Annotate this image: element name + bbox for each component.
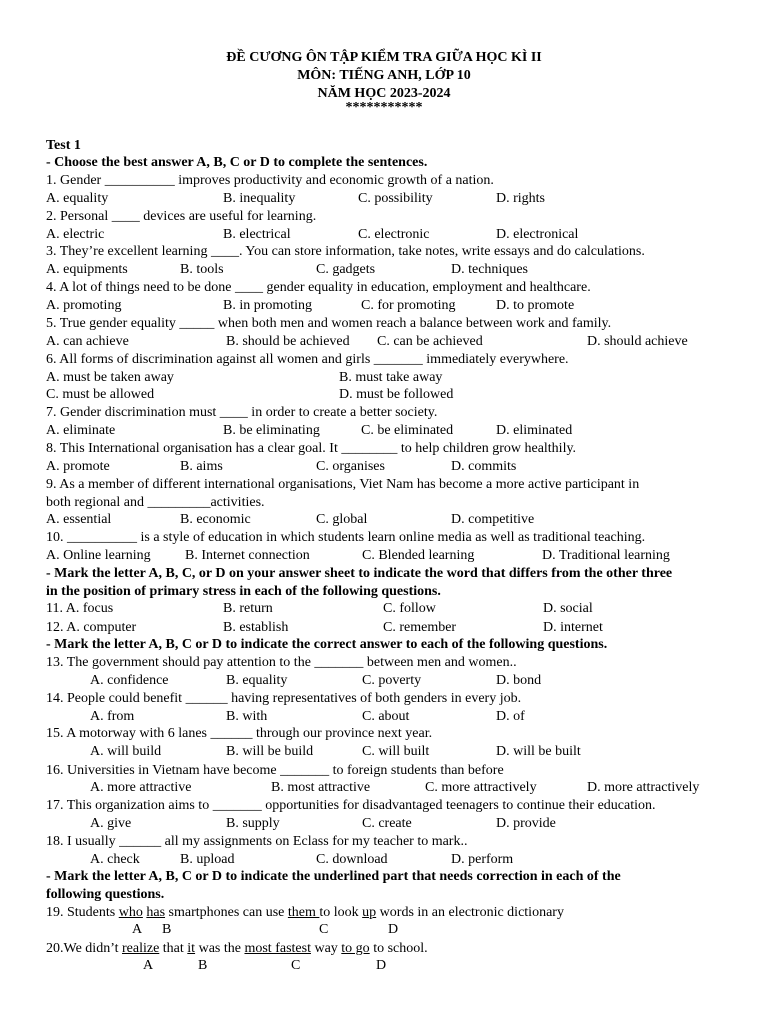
q20-underline-a: realize — [122, 941, 160, 956]
q20-letter-a: A — [143, 958, 154, 973]
question-18: 18. I usually ______ all my assignments on Eclass for my teacher to mark.. — [46, 834, 468, 849]
option-1b: B. inequality — [223, 191, 296, 206]
option-9c: C. global — [316, 512, 368, 527]
q19-underline-b: has — [146, 905, 166, 920]
option-11d: D. social — [543, 601, 593, 616]
question-15: 15. A motorway with 6 lanes ______ through our province next year. — [46, 726, 433, 741]
q19-underline-d: up — [362, 905, 377, 920]
option-4a: A. promoting — [46, 298, 122, 313]
option-9d: D. competitive — [451, 512, 535, 527]
option-6a: A. must be taken away — [46, 370, 174, 385]
option-17a: A. give — [90, 816, 132, 831]
option-14b: B. with — [226, 709, 268, 724]
question-20 — [46, 940, 428, 958]
question-2: 2. Personal ____ devices are useful for learning. — [46, 209, 317, 224]
option-2a: A. electric — [46, 227, 105, 242]
question-13: 13. The government should pay attention to the _______ between men and women.. — [46, 655, 517, 670]
question-7: 7. Gender discrimination must ____ in order to create a better society. — [46, 405, 438, 420]
option-4c: C. for promoting — [361, 298, 456, 313]
q19-text-4: to look — [319, 905, 363, 920]
q19-text-5: words in an electronic dictionary — [376, 905, 564, 920]
question-10: 10. __________ is a style of education in which students learn online media as well as traditional teaching. — [46, 530, 646, 545]
q20-text-1: 20.We didn’t — [46, 941, 122, 956]
option-3c: C. gadgets — [316, 262, 376, 277]
option-11b: B. return — [223, 601, 273, 616]
section-4-instruction-cont: following questions. — [46, 887, 165, 902]
option-2d: D. electronical — [496, 227, 579, 242]
option-3d: D. techniques — [451, 262, 528, 277]
option-18a: A. check — [90, 852, 140, 867]
question-9-cont: both regional and _________activities. — [46, 495, 265, 510]
question-6: 6. All forms of discrimination against all women and girls _______ immediately everywhere. — [46, 352, 569, 367]
q19-underline-a: who — [118, 905, 143, 920]
q20-underline-b: it — [187, 941, 196, 956]
option-2c: C. electronic — [358, 227, 430, 242]
option-3b: B. tools — [180, 262, 224, 277]
q20-letter-b: B — [198, 958, 208, 973]
option-1c: C. possibility — [358, 191, 433, 206]
question-14: 14. People could benefit ______ having representatives of both genders in every job. — [46, 691, 522, 706]
question-19 — [46, 904, 564, 922]
option-14c: C. about — [362, 709, 410, 724]
option-3a: A. equipments — [46, 262, 128, 277]
option-10d: D. Traditional learning — [542, 548, 670, 563]
question-8: 8. This International organisation has a clear goal. It ________ to help children grow healthily. — [46, 441, 577, 456]
q19-text-3: smartphones can use — [165, 905, 288, 920]
q19-letter-a: A — [132, 922, 143, 937]
option-5b: B. should be achieved — [226, 334, 350, 349]
option-15b: B. will be build — [226, 744, 314, 759]
q20-text-3: was the — [195, 941, 245, 956]
option-17b: B. supply — [226, 816, 280, 831]
option-14d: D. of — [496, 709, 525, 724]
document-title: ĐỀ CƯƠNG ÔN TẬP KIỂM TRA GIỮA HỌC KÌ II — [226, 50, 542, 65]
option-9a: A. essential — [46, 512, 112, 527]
title-separator: *********** — [345, 100, 423, 115]
option-8a: A. promote — [46, 459, 110, 474]
q19-letter-d: D — [388, 922, 399, 937]
option-8c: C. organises — [316, 459, 385, 474]
q20-letter-d: D — [376, 958, 387, 973]
option-8d: D. commits — [451, 459, 517, 474]
school-year: NĂM HỌC 2023-2024 — [317, 86, 451, 101]
option-15a: A. will build — [90, 744, 162, 759]
option-13d: D. bond — [496, 673, 542, 688]
question-5: 5. True gender equality _____ when both men and women reach a balance between work and family. — [46, 316, 612, 331]
option-16a: A. more attractive — [90, 780, 192, 795]
option-4b: B. in promoting — [223, 298, 313, 313]
subject-line: MÔN: TIẾNG ANH, LỚP 10 — [297, 68, 471, 83]
option-15d: D. will be built — [496, 744, 581, 759]
option-17d: D. provide — [496, 816, 556, 831]
option-7c: C. be eliminated — [361, 423, 454, 438]
option-5c: C. can be achieved — [377, 334, 483, 349]
option-12d: D. internet — [543, 620, 603, 635]
q20-text-4: way — [310, 941, 342, 956]
q19-text-1: 19. Students — [46, 905, 119, 920]
q20-underline-d: to go — [341, 941, 370, 956]
option-7b: B. be eliminating — [223, 423, 320, 438]
option-12b: B. establish — [223, 620, 289, 635]
option-10b: B. Internet connection — [185, 548, 310, 563]
section-1-instruction: - Choose the best answer A, B, C or D to complete the sentences. — [46, 155, 428, 170]
q19-letter-c: C — [319, 922, 329, 937]
question-4: 4. A lot of things need to be done ____ gender equality in education, employment and healthcare. — [46, 280, 591, 295]
question-16: 16. Universities in Vietnam have become _______ to foreign students than before — [46, 763, 504, 778]
option-11c: C. follow — [383, 601, 436, 616]
option-18b: B. upload — [180, 852, 235, 867]
option-9b: B. economic — [180, 512, 251, 527]
q20-text-5: to school. — [369, 941, 428, 956]
option-6d: D. must be followed — [339, 387, 454, 402]
section-2-instruction-cont: in the position of primary stress in each of the following questions. — [46, 584, 441, 599]
option-13b: B. equality — [226, 673, 288, 688]
option-12c: C. remember — [383, 620, 457, 635]
test-title: Test 1 — [46, 138, 81, 153]
option-18c: C. download — [316, 852, 388, 867]
option-10c: C. Blended learning — [362, 548, 475, 563]
section-4-instruction: - Mark the letter A, B, C or D to indicate the underlined part that needs correction in each of the — [46, 869, 621, 884]
option-13c: C. poverty — [362, 673, 422, 688]
question-11: 11. A. focus — [46, 601, 114, 616]
option-8b: B. aims — [180, 459, 223, 474]
q20-text-2: that — [159, 941, 188, 956]
option-1a: A. equality — [46, 191, 109, 206]
question-1: 1. Gender __________ improves productivity and economic growth of a nation. — [46, 173, 494, 188]
option-16c: C. more attractively — [425, 780, 537, 795]
question-17: 17. This organization aims to _______ opportunities for disadvantaged teenagers to continue their education. — [46, 798, 656, 813]
option-15c: C. will built — [362, 744, 430, 759]
option-2b: B. electrical — [223, 227, 291, 242]
question-9: 9. As a member of different international organisations, Viet Nam has become a more active participant in — [46, 477, 640, 492]
option-18d: D. perform — [451, 852, 514, 867]
option-7d: D. eliminated — [496, 423, 573, 438]
section-2-instruction: - Mark the letter A, B, C, or D on your answer sheet to indicate the word that differs from the other three — [46, 566, 673, 581]
q20-letter-c: C — [291, 958, 301, 973]
option-16d: D. more attractively — [587, 780, 700, 795]
option-13a: A. confidence — [90, 673, 169, 688]
question-3: 3. They’re excellent learning ____. You can store information, take notes, write essays and do calculations. — [46, 244, 645, 259]
question-12: 12. A. computer — [46, 620, 137, 635]
option-7a: A. eliminate — [46, 423, 116, 438]
section-3-instruction: - Mark the letter A, B, C or D to indicate the correct answer to each of the following questions. — [46, 637, 608, 652]
option-5a: A. can achieve — [46, 334, 129, 349]
option-6b: B. must take away — [339, 370, 443, 385]
option-16b: B. most attractive — [271, 780, 371, 795]
q19-underline-c: them — [287, 905, 320, 920]
q20-underline-c: most fastest — [244, 941, 311, 956]
option-5d: D. should achieve — [587, 334, 688, 349]
option-17c: C. create — [362, 816, 412, 831]
option-14a: A. from — [90, 709, 135, 724]
option-6c: C. must be allowed — [46, 387, 155, 402]
option-4d: D. to promote — [496, 298, 575, 313]
option-10a: A. Online learning — [46, 548, 151, 563]
option-1d: D. rights — [496, 191, 545, 206]
q19-letter-b: B — [162, 922, 172, 937]
